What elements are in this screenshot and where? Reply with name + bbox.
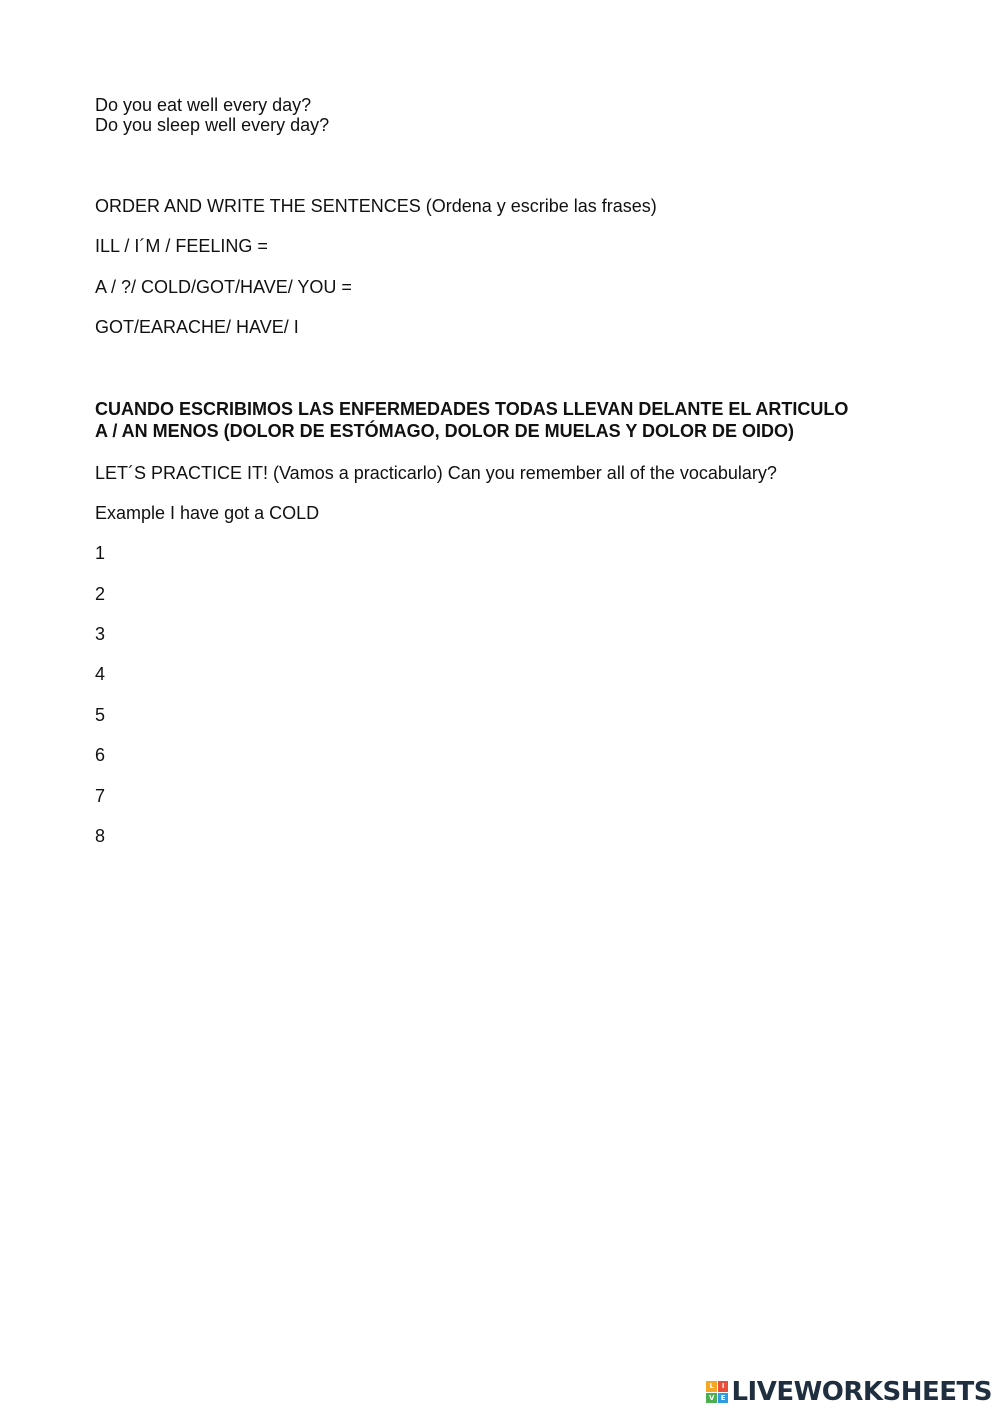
- practice-item-1: 1: [95, 543, 106, 563]
- logo-mark-icon: [706, 1381, 728, 1403]
- scrambled-sentence-3: GOT/EARACHE/ HAVE/ I: [95, 317, 299, 337]
- logo-letter: E: [718, 1393, 729, 1404]
- practice-item-5: 5: [95, 705, 106, 725]
- logo-letter: L: [706, 1381, 717, 1392]
- practice-prompt: LET´S PRACTICE IT! (Vamos a practicarlo) Can you remember all of the vocabulary?: [95, 463, 777, 483]
- scrambled-sentence-2: A / ?/ COLD/GOT/HAVE/ YOU =: [95, 277, 352, 297]
- practice-example: Example I have got a COLD: [95, 503, 320, 523]
- question-sleep: Do you sleep well every day?: [95, 115, 330, 135]
- logo-wordmark: LIVEWORKSHEETS: [731, 1377, 992, 1407]
- question-eat: Do you eat well every day?: [95, 95, 312, 115]
- practice-item-2: 2: [95, 584, 106, 604]
- practice-item-8: 8: [95, 826, 106, 846]
- grammar-note-line-1: CUANDO ESCRIBIMOS LAS ENFERMEDADES TODAS LLEVAN DELANTE EL ARTICULO: [95, 399, 849, 419]
- practice-item-4: 4: [95, 664, 106, 684]
- order-instruction: ORDER AND WRITE THE SENTENCES (Ordena y escribe las frases): [95, 196, 657, 216]
- practice-item-3: 3: [95, 624, 106, 644]
- logo-letter: V: [706, 1393, 717, 1404]
- logo-letter: I: [718, 1381, 729, 1392]
- liveworksheets-logo: [706, 1377, 992, 1407]
- scrambled-sentence-1: ILL / I´M / FEELING =: [95, 236, 268, 256]
- practice-item-7: 7: [95, 786, 106, 806]
- practice-item-6: 6: [95, 745, 106, 765]
- grammar-note-line-2: A / AN MENOS (DOLOR DE ESTÓMAGO, DOLOR DE MUELAS Y DOLOR DE OIDO): [95, 421, 795, 441]
